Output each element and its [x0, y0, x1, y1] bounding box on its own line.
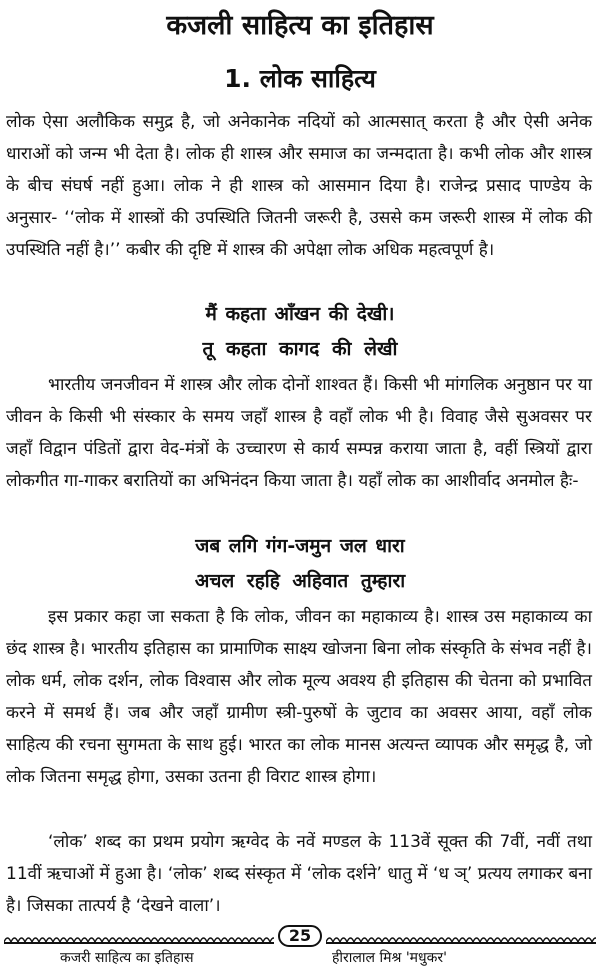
paragraph-4: ‘लोक’ शब्द का प्रथम प्रयोग ऋग्वेद के नवें मण्डल के 113वें सूक्त की 7वीं, नवीं तथा 11वीं ऋचाओं में हुआ है। ‘लोक’ शब्द संस्कृत में ‘लोक दर्शने’ धातु में ‘ध ञ्’ प्रत्यय लगाकर बना है। जिसका तात्पर्य है ‘देखने वाला’। [6, 832, 592, 916]
page-title: कजली साहित्य का इतिहास [166, 10, 434, 41]
verse-line-3: जब लगि गंग-जमुन जल धारा [195, 535, 405, 557]
paragraph-2: भारतीय जनजीवन में शास्त्र और लोक दोनों शाश्वत हैं। किसी भी मांगलिक अनुष्ठान पर या जीवन के किसी भी संस्कार के समय जहाँ शास्त्र है वहाँ लोक भी है। विवाह जैसे सुअवसर पर जहाँ विद्वान पंडितों द्वारा वेद-मंत्रों के उच्चारण से कार्य सम्पन्न कराया जाता है, वहीं स्त्रियों द्वारा लोकगीत गा-गाकर बरातियों का अभिनंदन किया जाता है। यहाँ लोक का आशीर्वाद अनमोल हैः- [6, 375, 592, 491]
section-heading: 1. लोक साहित्य [224, 64, 376, 93]
paragraph-1: लोक ऐसा अलौकिक समुद्र है, जो अनेकानेक नदियों को आत्मसात् करता है और ऐसी अनेक धाराओं को जन्म भी देता है। लोक ही शास्त्र और समाज का जन्मदाता है। कभी लोक और शास्त्र के बीच संघर्ष नहीं हुआ। लोक ने ही शास्त्र को आसमान दिया है। राजेन्द्र प्रसाद पाण्डेय के अनुसार- ‘‘लोक में शास्त्रों की उपस्थिति जितनी जरूरी है, उससे कम जरूरी शास्त्र में लोक की उपस्थिति नहीं है।’’ कबीर की दृष्टि में शास्त्र की अपेक्षा लोक अधिक महत्वपूर्ण है। [6, 112, 592, 260]
verse-line-2: तू कहता कागद की लेखी [202, 338, 398, 360]
footer-author: हीरालाल मिश्र 'मधुकर' [332, 950, 447, 966]
paragraph-3: इस प्रकार कहा जा सकता है कि लोक, जीवन का महाकाव्य है। शास्त्र उस महाकाव्य का छंद शास्त्र है। भारतीय इतिहास का प्रामाणिक साक्ष्य खोजना बिना लोक संस्कृति के संभव नहीं है। लोक धर्म, लोक दर्शन, लोक विश्वास और लोक मूल्य अवश्य ही इतिहास की चेतना को प्रभावित करने में समर्थ हैं। जब और जहाँ ग्रामीण स्त्री-पुरुषों के जुटाव का अवसर आया, वहाँ लोक साहित्य की रचना सुगमता के साथ हुई। भारत का लोक मानस अत्यन्त व्यापक और समृद्ध है, जो लोक जितना समृद्ध होगा, उसका उतना ही विराट शास्त्र होगा। [6, 607, 592, 787]
page-number-badge: 25 [278, 925, 322, 947]
verse-line-1: मैं कहता आँखन की देखी। [205, 303, 395, 325]
verse-line-4: अचल रहहि अहिवात तुम्हारा [194, 570, 406, 592]
footer-book-title: कजरी साहित्य का इतिहास [60, 950, 194, 966]
decorative-border-right [326, 933, 596, 947]
page-footer [0, 925, 600, 975]
decorative-border-left [4, 933, 274, 947]
